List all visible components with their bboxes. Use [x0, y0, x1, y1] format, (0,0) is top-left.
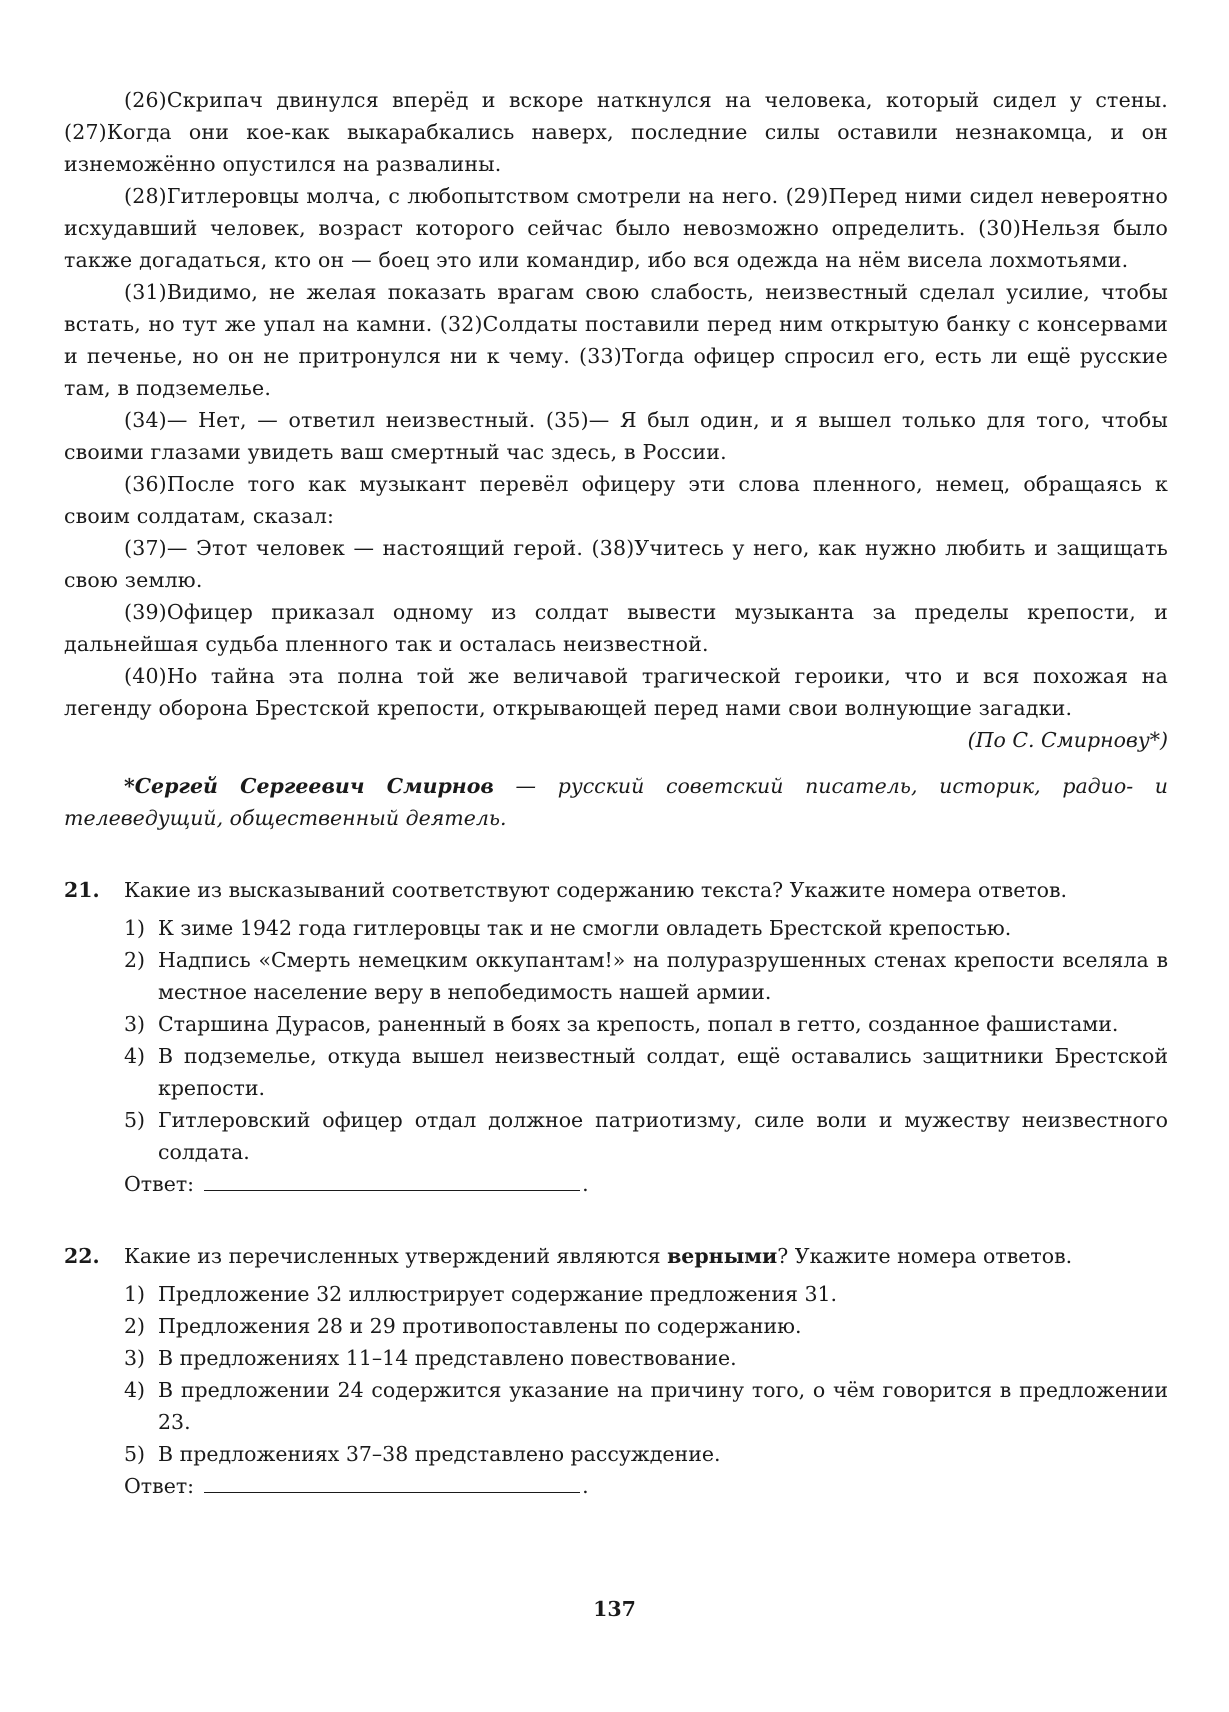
answer-option: [64, 1104, 1168, 1168]
text-paragraph-36: (36)После того как музыкант перевёл офицеру эти слова пленного, немец, обращаясь к своим солдатам, сказал:: [64, 472, 1168, 528]
answer-option: [64, 1008, 1168, 1040]
task-header: [64, 1240, 1168, 1272]
page-content: [64, 84, 1168, 1502]
option-text: В предложениях 11–14 представлено повествование.: [158, 1346, 737, 1370]
option-text: Предложения 28 и 29 противопоставлены по содержанию.: [158, 1314, 802, 1338]
text-paragraph-26: (26)Скрипач двинулся вперёд и вскоре наткнулся на человека, который сидел у стены. (27)Когда они кое-как выкарабкались наверх, последние силы оставили незнакомца, и он изнеможённо опустился на развалины.: [64, 88, 1168, 176]
option-number: 3): [124, 1012, 146, 1036]
option-text: Предложение 32 иллюстрирует содержание предложения 31.: [158, 1282, 838, 1306]
text-paragraph-40: (40)Но тайна эта полна той же величавой трагической героики, что и вся похожая на легенду оборона Брестской крепости, открывающей перед нами свои волнующие загадки.: [64, 664, 1168, 720]
answer-option: [64, 1310, 1168, 1342]
task-question: Какие из высказываний соответствуют содержанию текста? Укажите номера ответов.: [124, 878, 1068, 902]
option-number: 1): [124, 916, 146, 940]
option-text: К зиме 1942 года гитлеровцы так и не смогли овладеть Брестской крепостью.: [158, 916, 1012, 940]
author-footnote: [64, 770, 1168, 834]
text-paragraph-34: (34)— Нет, — ответил неизвестный. (35)— Я был один, и я вышел только для того, чтобы своими глазами увидеть ваш смертный час здесь, в России.: [64, 408, 1168, 464]
answer-input-line[interactable]: [204, 1170, 580, 1191]
text-paragraph-28: (28)Гитлеровцы молча, с любопытством смотрели на него. (29)Перед ними сидел невероятно исхудавший человек, возраст которого сейчас было невозможно определить. (30)Нельзя было также догадаться, кто он — боец это или командир, ибо вся одежда на нём висела лохмотьями.: [64, 184, 1168, 272]
answer-option: [64, 944, 1168, 1008]
source-attribution: (По С. Смирнову*): [967, 728, 1168, 752]
option-number: 5): [124, 1108, 146, 1132]
answer-option: [64, 1342, 1168, 1374]
option-number: 5): [124, 1442, 146, 1466]
option-number: 2): [124, 1314, 146, 1338]
answer-label: Ответ:: [124, 1172, 195, 1196]
task-22: [64, 1240, 1168, 1502]
answer-input-line[interactable]: [204, 1472, 580, 1493]
option-text: В подземелье, откуда вышел неизвестный солдат, ещё оставались защитники Брестской крепости.: [158, 1044, 1168, 1100]
option-text: В предложении 24 содержится указание на причину того, о чём говорится в предложении 23.: [158, 1378, 1168, 1434]
option-number: 4): [124, 1378, 146, 1402]
task-header: [64, 874, 1168, 906]
page-number: 137: [593, 1597, 636, 1621]
text-paragraph-39: (39)Офицер приказал одному из солдат вывести музыканта за пределы крепости, и дальнейшая судьба пленного так и осталась неизвестной.: [64, 600, 1168, 656]
answer-row: Ответ: .: [64, 1470, 1168, 1502]
answer-option: [64, 1040, 1168, 1104]
answer-option: [64, 1278, 1168, 1310]
answer-option: [64, 1374, 1168, 1438]
task-number: 22.: [64, 1244, 100, 1268]
option-number: 1): [124, 1282, 146, 1306]
option-text: Старшина Дурасов, раненный в боях за крепость, попал в гетто, созданное фашистами.: [158, 1012, 1119, 1036]
task-question: Какие из перечисленных утверждений являются верными? Укажите номера ответов.: [124, 1244, 1073, 1268]
footnote-author-name: *Сергей Сергеевич Смирнов: [124, 774, 494, 798]
answer-row: Ответ: .: [64, 1168, 1168, 1200]
emphasis-word: верными: [667, 1244, 778, 1268]
task-21: [64, 874, 1168, 1200]
option-text: Надпись «Смерть немецким оккупантам!» на полуразрушенных стенах крепости вселяла в местное население веру в непобедимость нашей армии.: [158, 948, 1168, 1004]
answer-option: [64, 912, 1168, 944]
task-number: 21.: [64, 878, 100, 902]
text-paragraph-31: (31)Видимо, не желая показать врагам свою слабость, неизвестный сделал усилие, чтобы встать, но тут же упал на камни. (32)Солдаты поставили перед ним открытую банку с консервами и печенье, но он не притронулся ни к чему. (33)Тогда офицер спросил его, есть ли ещё русские там, в подземелье.: [64, 280, 1168, 400]
option-number: 2): [124, 948, 146, 972]
option-number: 3): [124, 1346, 146, 1370]
text-paragraph-37: (37)— Этот человек — настоящий герой. (38)Учитесь у него, как нужно любить и защищать свою землю.: [64, 536, 1168, 592]
footnote-author-description: — русский советский писатель, историк, радио- и телеведущий, общественный деятель.: [64, 774, 1168, 830]
option-number: 4): [124, 1044, 146, 1068]
option-text: В предложениях 37–38 представлено рассуждение.: [158, 1442, 721, 1466]
option-text: Гитлеровский офицер отдал должное патриотизму, силе воли и мужеству неизвестного солдата.: [158, 1108, 1168, 1164]
answer-option: [64, 1438, 1168, 1470]
answer-label: Ответ:: [124, 1474, 195, 1498]
